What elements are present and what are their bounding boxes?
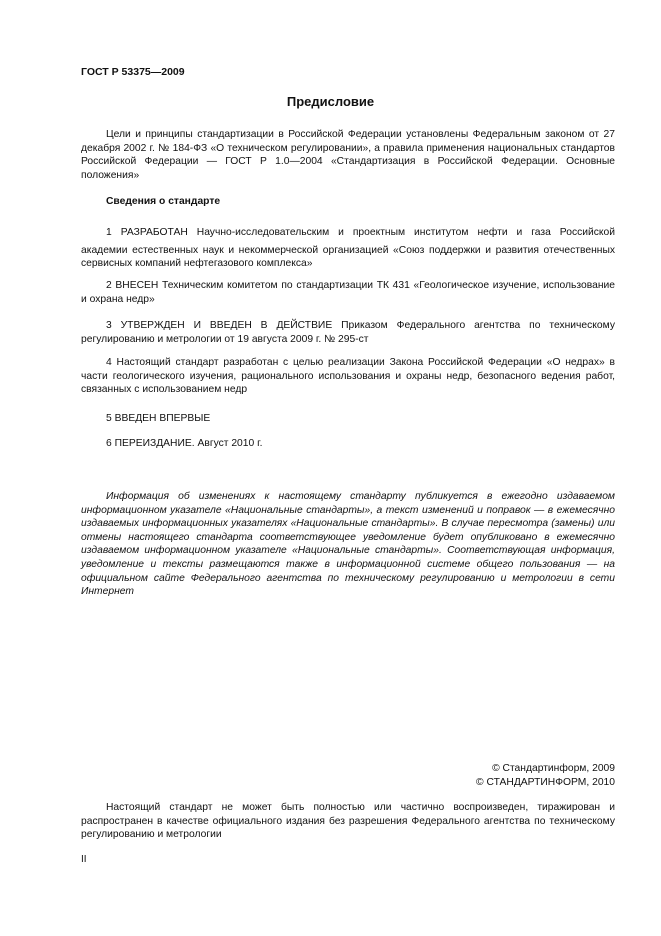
list-item-1-continuation: академии естественных наук и некоммерческой организацией «Союз поддержки и развития отечественных сервисных компаний нефтегазового комплекса» (81, 244, 615, 270)
document-code: ГОСТ Р 53375—2009 (81, 66, 185, 78)
list-item-1 (81, 226, 615, 271)
list-item-5: 5 ВВЕДЕН ВПЕРВЫЕ (106, 413, 211, 424)
changes-notice: Информация об изменениях к настоящему стандарту публикуется в ежегодно издаваемом информационном указателе «Национальные стандарты», а текст изменений и поправок — в ежемесячно издаваемых информационных указателях «Национальные стандарты». В случае пересмотра (замены) или отмены настоящего стандарта соответствующее уведомление будет опубликовано в ежемесячно издаваемом информационном указателе «Национальные стандарты». Соответствующая информация, уведомление и тексты размещаются также в информационной системе общего пользования — на официальном сайте Федерального агентства по техническому регулированию и метрологии в сети Интернет (81, 491, 615, 598)
intro-paragraph: Цели и принципы стандартизации в Российской Федерации установлены Федеральным законом от 27 декабря 2002 г. № 184-ФЗ «О техническом регулировании», а правила применения национальных стандартов Российской Федерации — ГОСТ Р 1.0—2004 «Стандартизация в Российской Федерации. Основные положения» (81, 129, 615, 181)
list-item-1-first-line: 1 РАЗРАБОТАН Научно-исследовательским и проектным институтом нефти и газа Российской (106, 227, 615, 238)
list-item-3: 3 УТВЕРЖДЕН И ВВЕДЕН В ДЕЙСТВИЕ Приказом Федерального агентства по техническому регулированию и метрологии от 19 августа 2009 г. № 295-ст (81, 320, 615, 345)
page-title: Предисловие (286, 94, 375, 109)
list-item-4: 4 Настоящий стандарт разработан с целью реализации Закона Российской Федерации «О недрах» в части геологического изучения, рационального использования и охраны недр, безопасного ведения работ, связанных с использованием недр (81, 357, 615, 396)
reproduction-restriction: Настоящий стандарт не может быть полностью или частично воспроизведен, тиражирован и распространен в качестве официального издания без разрешения Федерального агентства по техническому регулированию и метрологии (81, 802, 615, 841)
section-heading: Сведения о стандарте (106, 196, 221, 207)
list-item-2: 2 ВНЕСЕН Техническим комитетом по стандартизации ТК 431 «Геологическое изучение, использование и охрана недр» (81, 280, 615, 305)
copyright-line-2: © СТАНДАРТИНФОРМ, 2010 (476, 777, 615, 788)
page-number: II (81, 854, 87, 865)
copyright-line-1: © Стандартинформ, 2009 (492, 763, 615, 774)
list-item-6: 6 ПЕРЕИЗДАНИЕ. Август 2010 г. (106, 438, 263, 449)
